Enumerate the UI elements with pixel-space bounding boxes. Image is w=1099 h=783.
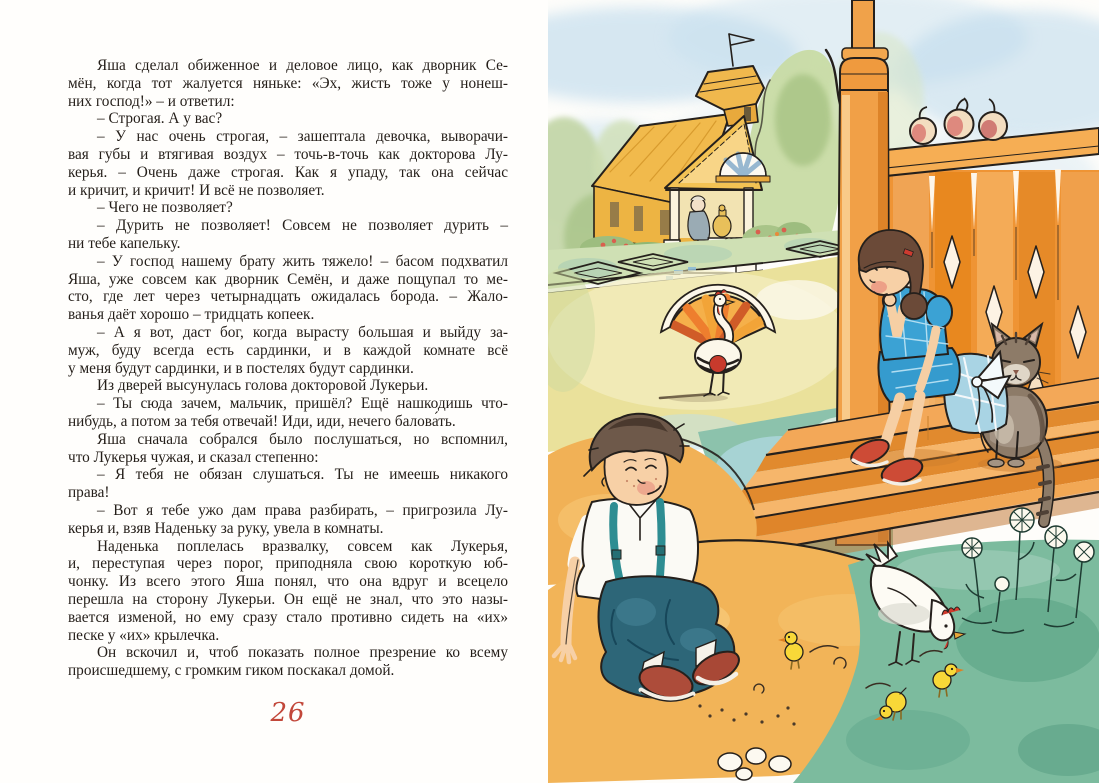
text-line: права! <box>68 484 110 502</box>
text-line: мён, когда тот жалуется няньке: «Эх, жисть тоже у нонеш- <box>68 74 508 92</box>
paragraph <box>68 377 508 395</box>
paragraph <box>68 217 508 253</box>
text-line: чонку. Из всего этого Яша понял, что она вдруг и всецело <box>68 573 508 591</box>
text-line: и, переступая через порог, приподняла свою короткую юб- <box>68 555 508 573</box>
text-line: вается изменой, но ему сразу стало противно сидеть на «их» <box>68 608 508 626</box>
text-line: у меня будут сардинки, и в постелях будут сардинки. <box>68 359 414 377</box>
text-line: сто, где лет через четырнадцать ожидалась борода. – Жало- <box>68 288 508 306</box>
text-line: – Вот я тебе ужо дам права разбирать, – пригрозила Лу- <box>97 501 508 519</box>
boy-suspender <box>660 502 662 576</box>
text-line: что Лукерья чужая, и сказал степенно: <box>68 448 319 466</box>
text-line: – Чего не позволяет? <box>97 199 233 217</box>
paragraph <box>68 466 508 502</box>
text-line: Из дверей высунулась голова докторовой Лукерьи. <box>97 377 429 395</box>
text-line: Яша сделал обиженное и деловое лицо, как дворник Се- <box>97 57 508 74</box>
text-line: происшедшему, с громким гиком поскакал домой. <box>68 662 395 680</box>
text-line: и кричит, и кричит! И всё не позволяет. <box>68 181 325 199</box>
paragraph <box>68 395 508 431</box>
text-line: – Строгая. А у вас? <box>97 110 223 128</box>
illustration <box>548 0 1099 783</box>
right-page <box>548 0 1099 783</box>
paragraph <box>68 199 508 217</box>
text-line: нибудь, а потом за тебя отвечай! Иди, иди, нечего балова́ть. <box>68 412 456 430</box>
text-line: Яша, уже совсем как дворник Семён, и даже пощупал то ме- <box>68 270 508 288</box>
text-line: керья. – Очень даже строгая. Как я упаду, так она сейчас <box>68 163 508 181</box>
text-line: – Я тебя не обязан слушаться. Ты не имеешь никакого <box>97 466 508 484</box>
text-line: ни тебе капельку. <box>68 234 181 252</box>
text-line: ванья даёт хорошо – тридцать копеек. <box>68 306 315 324</box>
text-line: Наденька поплелась вразвалку, совсем как Лукерья, <box>97 537 508 555</box>
text-line: перешла на сторону Лукерьи. Он ещё не знал, что это назы- <box>68 590 508 608</box>
text-line: – А я вот, даст бог, когда вырасту большая и выйду за- <box>97 323 508 341</box>
text-line: керья и, взяв Наденьку за руку, увела в комнаты. <box>68 519 384 537</box>
text-line: Яша сначала собрался было послушаться, но вспомнил, <box>97 430 508 448</box>
text-line: – Ты сюда зачем, мальчик, пришёл? Ещё нашкодишь что- <box>97 395 508 413</box>
left-page <box>0 0 548 783</box>
text-line: муж, буду всегда есть сардинки, и в каждой комнате всё <box>68 341 508 359</box>
paragraph <box>68 253 508 324</box>
text-line: – У господ нашему брату жить тяжело! – басом подхватил <box>97 252 508 270</box>
text-line: Он вскочил и, чтоб показать полное презрение ко всему <box>97 644 508 662</box>
page-number: 26 <box>270 698 306 728</box>
paragraph <box>68 431 508 467</box>
paragraph <box>68 57 508 110</box>
paragraph <box>68 110 508 128</box>
text-line: вая губы и втягивая воздух – точь-в-точь как докторова Лу- <box>68 145 508 163</box>
text-line: песке у «их» крылечка. <box>68 626 220 644</box>
text-line: – У нас очень строгая, – зашептала девочка, выворачи- <box>97 128 508 146</box>
paragraph <box>68 538 508 645</box>
text-line: – Дурить не позволяет! Совсем не позволяет дурить – <box>97 217 508 235</box>
paragraph <box>68 644 508 680</box>
boy-face <box>605 446 668 505</box>
paragraph <box>68 502 508 538</box>
paragraph <box>68 128 508 199</box>
text-line: них господ!» – и ответил: <box>68 92 235 110</box>
paragraph <box>68 324 508 377</box>
page-text <box>68 57 508 680</box>
girl-ponytail <box>901 293 927 319</box>
